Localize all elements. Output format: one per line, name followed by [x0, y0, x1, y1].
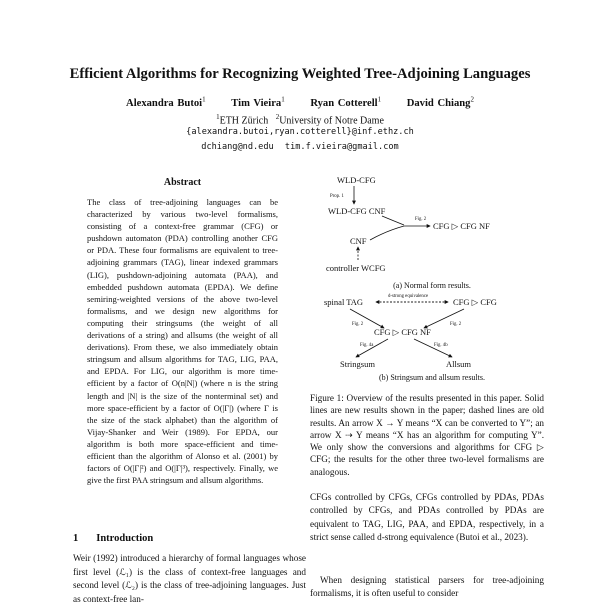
edge-cnf-join — [382, 216, 404, 225]
author-butoi: Alexandra Butoi$^1$ — [126, 95, 206, 109]
affiliations: $^1$ETH Zürich $^2$University of Notre Dame — [216, 113, 384, 127]
node-cfg-cfg-nf-b: CFG ▷ CFG NF — [374, 327, 431, 337]
affil-notre-dame: University of Notre Dame — [279, 115, 384, 127]
node-wld-cfg: WLD-CFG — [337, 175, 376, 185]
label-fig2-b1: Fig. 2 — [352, 322, 364, 327]
label-prop1: Prop. 1 — [330, 194, 344, 199]
subcaption-b: (b) Stringsum and allsum results. — [379, 373, 485, 382]
abstract-heading: Abstract — [163, 177, 202, 188]
paper-title: Efficient Algorithms for Recognizing Weighted Tree-Adjoining Languages — [69, 66, 531, 82]
node-stringsum: Stringsum — [340, 359, 375, 369]
affil-eth: ETH Zürich — [219, 115, 269, 127]
node-cfg-cfg-nf-a: CFG ▷ CFG NF — [433, 221, 490, 231]
label-dstrong: d-strong equivalence — [388, 294, 429, 299]
label-fig4a: Fig. 4a — [360, 343, 374, 348]
section-title: Introduction — [96, 533, 154, 544]
node-allsum: Allsum — [446, 359, 472, 369]
arrow-to-allsum — [414, 339, 452, 357]
figure-caption: Figure 1: Overview of the results presented in this paper. Solid lines are new results shown in the paper; dashed lines are old results. An arrow X → Y means “X can be converted to Y”; an arrow X ⇢ Y means “X has an algorithm for computing Y”. We only show the conversions and algorithms for CFG ▷ CFG; the results for the other three two-level formalisms are analogous. — [310, 393, 544, 477]
author-chiang: David Chiang$^2$ — [406, 95, 474, 109]
section-number: 1 — [73, 533, 79, 544]
email-line-2 — [0, 142, 600, 152]
author-cotterell: Ryan Cotterell$^1$ — [310, 95, 382, 109]
edge-cnf-join-lower — [370, 226, 404, 240]
subcaption-a: (a) Normal form results. — [393, 281, 471, 290]
label-fig4b: Fig. 4b — [434, 343, 448, 348]
right-column-paragraph-1: CFGs controlled by CFGs, CFGs controlled by PDAs, PDAs controlled by CFGs, and PDAs controlled by PDAs are equivalent to TAG, LIG, PAA, and EPDA, respectively, in a strict sense called d-strong equivalence (Butoi et al., 2023). — [310, 492, 544, 543]
author-vieira: Tim Vieira$^1$ — [231, 95, 285, 109]
abstract-text: The class of tree-adjoining languages can be characterized by various two-level formalisms, consisting of a context-free grammar (CFG) or pushdown automaton (PDA) controlling another CFG or PDA. These four formalisms are equivalent to tree-adjoining grammars (TAG), linear indexed grammars (LIG), pushdown-adjoining automata (PAA), and embedded pushdown automata (EPDA). We define semiring-weighted versions of the above two-level formalisms, and we design new algorithms for computing their stringsums (the weight of all derivations of a string) and allsums (the weight of all derivations). From these, we also immediately obtain stringsum and allsum algorithms for TAG, LIG, PAA, and EPDA. For LIG, our algorithm is more time-efficient by a factor of O(n|N|) (where n is the string length and |N| is the size of the nonterminal set) and more space-efficient by a factor of O(|Γ|) (where Γ is the size of the stack alphabet) than the algorithm of Vijay-Shanker and Weir (1989). For EPDA, our algorithm is both more space-efficient and time-efficient than the algorithm of Alonso et al. (2001) by factors of O(|Γ|²) and O(|Γ|³), respectively. Finally, we give the first PAA stringsum and allsum algorithms. — [87, 197, 278, 486]
node-spinal-tag: spinal TAG — [324, 297, 364, 307]
author-list — [0, 95, 600, 109]
node-controller-wcfg: controller WCFG — [326, 263, 386, 273]
node-cfg-cfg: CFG ▷ CFG — [453, 297, 497, 307]
email-chiang[interactable]: dchiang@nd.edu — [201, 142, 274, 152]
introduction-text: Weir (1992) introduced a hierarchy of formal languages whose first level (ℒ₁) is the class of context-free languages and second level (ℒ₂) is the class of tree-adjoining languages. Just as context-free lan- — [73, 553, 306, 605]
section-heading-introduction — [73, 533, 153, 544]
label-fig2-a: Fig. 2 — [415, 217, 427, 222]
label-fig2-b2: Fig. 2 — [450, 322, 462, 327]
email-line-1[interactable]: {alexandra.butoi,ryan.cotterell}@inf.ethz.ch — [186, 127, 414, 137]
node-cnf: CNF — [350, 236, 367, 246]
email-vieira[interactable]: tim.f.vieira@gmail.com — [284, 142, 399, 152]
arrow-to-stringsum — [356, 339, 388, 357]
right-column-paragraph-2: When designing statistical parsers for tree-adjoining formalisms, it is often useful to consider — [310, 575, 544, 599]
node-wld-cfg-cnf: WLD-CFG CNF — [328, 206, 386, 216]
